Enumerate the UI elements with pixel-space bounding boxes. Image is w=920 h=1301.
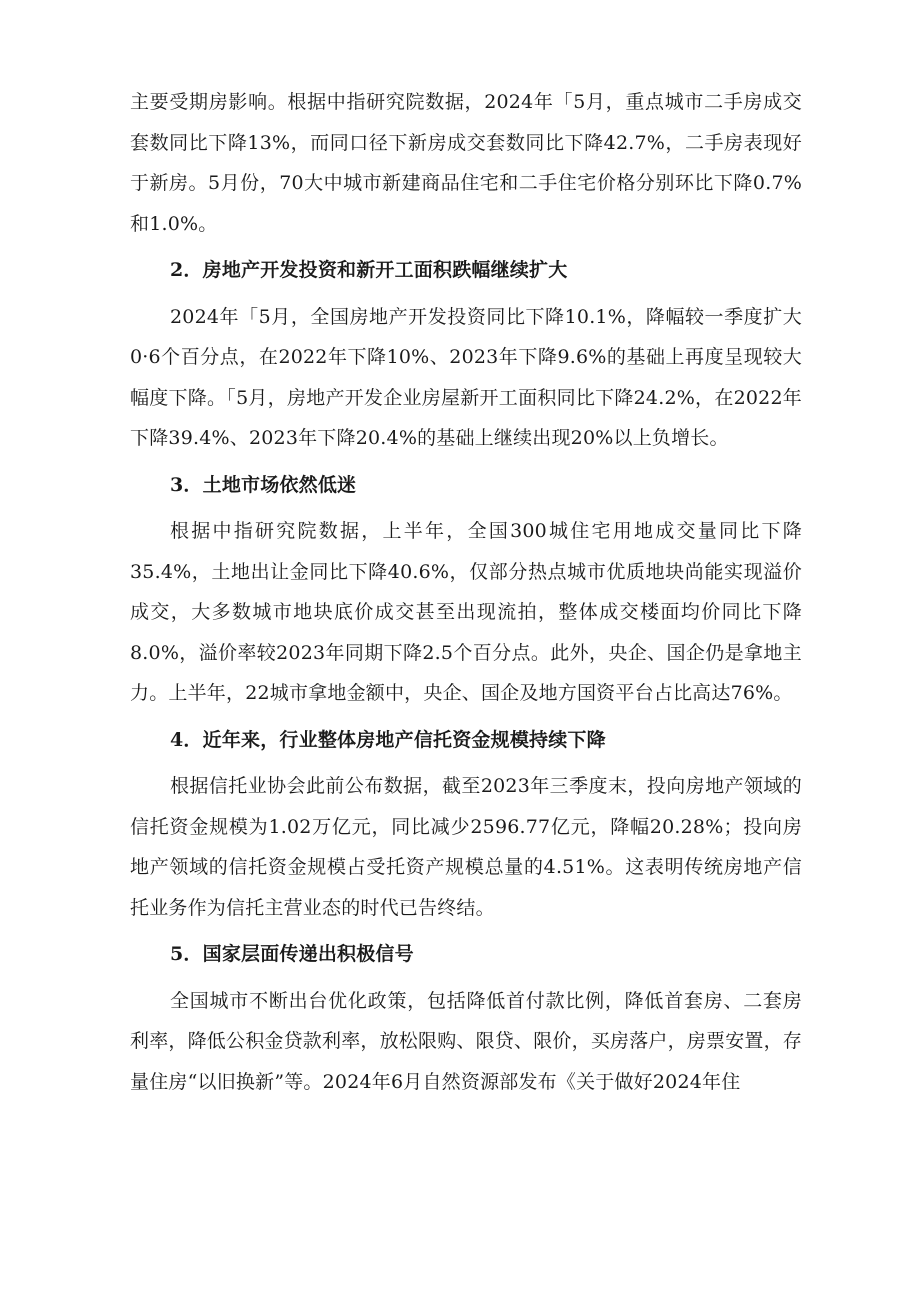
paragraph-investment: 2024年「5月，全国房地产开发投资同比下降10.1%，降幅较一季度扩大0·6个百分点，在2022年下降10%、2023年下降9.6%的基础上再度呈现较大幅度下降。「5月，房地产开发企业房屋新开工面积同比下降24.2%，在2022年下降39.4%、2023年下降20.4%的基础上继续出现20%以上负增长。	[130, 305, 802, 449]
paragraph-trust-funds: 根据信托业协会此前公布数据，截至2023年三季度末，投向房地产领域的信托资金规模为1.02万亿元，同比减少2596.77亿元，降幅20.28%；投向房地产领域的信托资金规模占受托资产规模总量的4.51%。这表明传统房地产信托业务作为信托主营业态的时代已告终结。	[130, 775, 802, 919]
heading-investment: 2．房地产开发投资和新开工面积跌幅继续扩大	[170, 259, 568, 281]
heading-national-signals: 5．国家层面传递出积极信号	[170, 943, 414, 965]
heading-land-market: 3．土地市场依然低迷	[170, 473, 357, 496]
document-body	[130, 82, 802, 1102]
paragraph-land-market: 根据中指研究院数据，上半年，全国300城住宅用地成交量同比下降35.4%，土地出让金同比下降40.6%，仅部分热点城市优质地块尚能实现溢价成交，大多数城市地块底价成交甚至出现流拍，整体成交楼面均价同比下降8.0%，溢价率较2023年同期下降2.5个百分点。此外，央企、国企仍是拿地主力。上半年，22城市拿地金额中，央企、国企及地方国资平台占比高达76%。	[130, 520, 802, 704]
paragraph-national-signals: 全国城市不断出台优化政策，包括降低首付款比例，降低首套房、二套房利率，降低公积金贷款利率，放松限购、限贷、限价，买房落户，房票安置，存量住房“以旧换新”等。2024年6月自然资源部发布《关于做好2024年住	[130, 989, 803, 1093]
paragraph-intro: 主要受期房影响。根据中指研究院数据，2024年「5月，重点城市二手房成交套数同比下降13%，而同口径下新房成交套数同比下降42.7%，二手房表现好于新房。5月份，70大中城市新建商品住宅和二手住宅价格分别环比下降0.7%和1.0%。	[130, 91, 802, 235]
heading-trust-funds: 4．近年来，行业整体房地产信托资金规模持续下降	[170, 728, 606, 751]
